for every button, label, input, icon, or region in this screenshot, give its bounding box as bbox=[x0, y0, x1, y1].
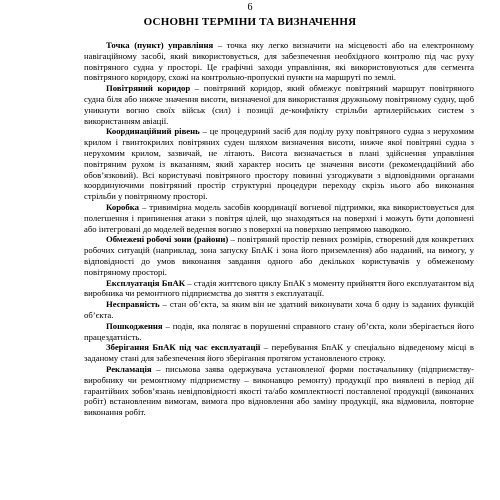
term-definition: – повітряний коридор, який обмежує повітряний маршрут повітряного судна біля або нижче значення висоти, визначеної для використання дружньому повітряному судну, щоб уникнути вогню своїх військ (сил) і позиції де-конфлікту стрільби артилерійських систем з використанням авіації. bbox=[84, 83, 474, 126]
term-definition: – повітряний простір певних розмірів, створений для конкретних робочих ситуацій (наприклад, зона запуску БпАК і зона його приземлення) або наданий, на вимогу, у відповідності до умов виконання завдання одного або декількох користувачів у обмеженому повітряному просторі. bbox=[84, 234, 474, 277]
page-title: ОСНОВНІ ТЕРМІНИ ТА ВИЗНАЧЕННЯ bbox=[143, 16, 357, 28]
term-name: Рекламація bbox=[106, 363, 152, 374]
term-definition: – точка яку легко визначити на місцевості або на електронному навігаційному засобі, який використовується, для забезпечення необхідного контролю під час руху повітряного судна у просторі. Це графічні заходи управління, які використовуються для сегмента повітряного коридору, схожі на контрольно-пропускні пункти на маршруті по землі. bbox=[84, 40, 474, 83]
term-restricted-operating-zones bbox=[84, 234, 474, 277]
term-name: Зберігання БпАК під час експлуатації bbox=[106, 342, 261, 353]
term-definition: – це процедурний засіб для поділу руху повітряного судна з нерухомим крилом і гвинтокрилих повітряних суден шляхом визначення висоти, нижче якої повітряні судна з нерухомим крилом, зазвичай, не літають. Висота визначається в плані здійснення управління повітряним рухом із вказанням, який характер носить це значення висоти (рекомендаційний або обов’язковий). Всі користувачі повітряного простору повинні узгоджувати з відповідними органами координуючими повітряний простір структурні процедури переходу скрізь нього або виконання стрільби у повітряному просторі. bbox=[84, 126, 474, 202]
term-definition: – перебування БпАК у спеціально відведеному місці в заданому стані для забезпечення його зберігання протягом установленого строку. bbox=[84, 342, 474, 364]
term-name: Експлуатація БпАК bbox=[106, 277, 186, 288]
term-malfunction bbox=[84, 299, 474, 321]
term-coordination-level bbox=[84, 126, 474, 202]
terms-list bbox=[84, 40, 474, 418]
term-definition: – тривимірна модель засобів координації вогневої підтримки, яка використовується для полегшення і припинення атаки з повітря цілей, що знаходяться на поверхні і можуть бути доповнені або інтегровані до моделей ведення вогню з поверхні на поверхню непрямою наводкою. bbox=[84, 201, 474, 234]
term-name: Повітряний коридор bbox=[106, 83, 191, 94]
term-air-corridor bbox=[84, 83, 474, 126]
term-definition: – стадія життєвого циклу БпАК з моменту прийняття його експлуатантом від виробника чи ремонтного підприємства до зняття з експлуатації. bbox=[84, 277, 475, 299]
term-name: Координаційний рівень bbox=[106, 126, 200, 137]
page-number: 6 bbox=[247, 2, 253, 13]
term-name: Несправність bbox=[106, 299, 160, 310]
term-damage bbox=[84, 321, 474, 343]
term-name: Коробка bbox=[106, 201, 139, 212]
term-uas-storage bbox=[84, 342, 474, 364]
term-box bbox=[84, 202, 474, 234]
term-name: Точка (пункт) управління bbox=[106, 40, 214, 50]
term-definition: – письмова заява одержувача установленої форми постачальнику (підприємству-виробнику чи ремонтному підприємству – виконавцю ремонту) продукції про виявлені в період дії гарантійних зобов’язань невідповідності якості та/або комплектності поставленої продукції (виконаних робіт) встановленим вимогам, вимога про відновлення або заміну продукції, яка відмовила, повторне виконання робіт. bbox=[84, 363, 474, 418]
term-reclamation bbox=[84, 364, 474, 418]
term-definition: – подія, яка полягає в порушенні справного стану об’єкта, коли зберігається його працездатність. bbox=[84, 320, 474, 342]
term-name: Обмежені робочі зони (райони) bbox=[106, 234, 229, 245]
term-name: Пошкодження bbox=[106, 320, 163, 331]
term-control-point bbox=[84, 40, 474, 83]
term-definition: – стан об’єкта, за яким він не здатний виконувати хоча б одну із заданих функцій об’єкта. bbox=[84, 299, 474, 320]
term-uas-operation bbox=[84, 278, 474, 300]
